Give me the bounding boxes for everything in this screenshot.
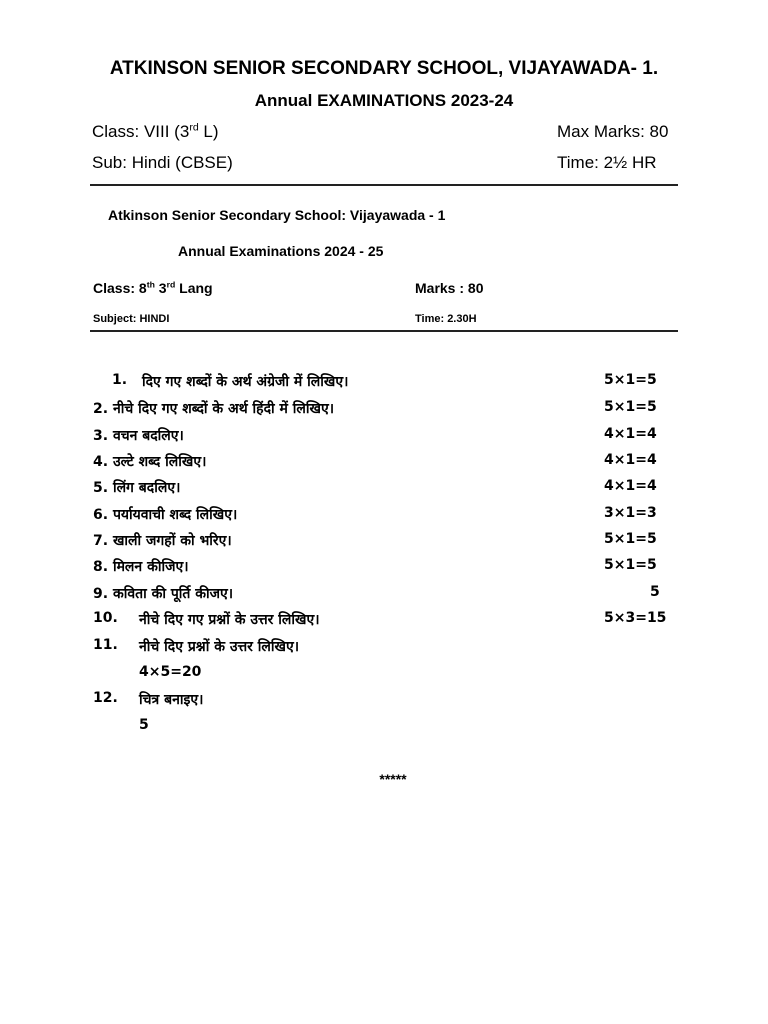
subject-label-2: Subject: HINDI xyxy=(93,313,170,325)
question-10-number: 10. xyxy=(93,610,118,626)
question-11-text: नीचे दिए प्रश्नों के उत्तर लिखिए। xyxy=(139,639,300,655)
question-12-marks: 5 xyxy=(139,717,149,733)
question-1-text: दिए गए शब्दों के अर्थ अंग्रेजी में लिखिए। xyxy=(142,374,349,390)
question-4: 4. उल्टे शब्द लिखिए। xyxy=(93,454,207,470)
class-label-2: Class: 8th 3rd Lang xyxy=(93,279,213,296)
question-3-marks: 4×1=4 xyxy=(604,426,657,442)
divider-top xyxy=(90,184,678,186)
question-10-text: नीचे दिए गए प्रश्नों के उत्तर लिखिए। xyxy=(139,612,320,628)
class-label: Class: VIII (3rd L) xyxy=(92,121,219,141)
question-2: 2. नीचे दिए गए शब्दों के अर्थ हिंदी में लिखिए। xyxy=(93,401,335,417)
question-9-marks: 5 xyxy=(650,584,660,600)
question-4-marks: 4×1=4 xyxy=(604,452,657,468)
exam-title-2: Annual Examinations 2024 - 25 xyxy=(178,243,384,259)
question-10-marks: 5×3=15 xyxy=(604,610,667,626)
time-label: Time: 2½ HR xyxy=(557,153,657,172)
question-2-marks: 5×1=5 xyxy=(604,399,657,415)
question-1-marks: 5×1=5 xyxy=(604,372,657,388)
question-5: 5. लिंग बदलिए। xyxy=(93,480,181,496)
question-6-marks: 3×1=3 xyxy=(604,505,657,521)
max-marks: Max Marks: 80 xyxy=(557,122,669,141)
question-12-number: 12. xyxy=(93,690,118,706)
end-mark: ***** xyxy=(379,771,407,787)
school-title-2: Atkinson Senior Secondary School: Vijayawada - 1 xyxy=(108,207,446,223)
subject-label: Sub: Hindi (CBSE) xyxy=(92,153,233,172)
question-11-number: 11. xyxy=(93,637,118,653)
question-9: 9. कविता की पूर्ति कीजए। xyxy=(93,586,234,602)
exam-title: Annual EXAMINATIONS 2023-24 xyxy=(254,91,514,110)
marks-label-2: Marks : 80 xyxy=(415,280,484,296)
question-7-marks: 5×1=5 xyxy=(604,531,657,547)
question-11-marks: 4×5=20 xyxy=(139,664,202,680)
question-7: 7. खाली जगहों को भरिए। xyxy=(93,533,232,549)
divider-bottom xyxy=(90,330,678,332)
question-8: 8. मिलन कीजिए। xyxy=(93,559,189,575)
question-8-marks: 5×1=5 xyxy=(604,557,657,573)
question-5-marks: 4×1=4 xyxy=(604,478,657,494)
school-title: ATKINSON SENIOR SECONDARY SCHOOL, VIJAYAWADA- 1. xyxy=(109,58,659,79)
time-label-2: Time: 2.30H xyxy=(415,313,477,325)
question-1-number: 1. xyxy=(112,372,128,388)
question-6: 6. पर्यायवाची शब्द लिखिए। xyxy=(93,507,238,523)
question-3: 3. वचन बदलिए। xyxy=(93,428,184,444)
question-12-text: चित्र बनाइए। xyxy=(139,692,204,708)
